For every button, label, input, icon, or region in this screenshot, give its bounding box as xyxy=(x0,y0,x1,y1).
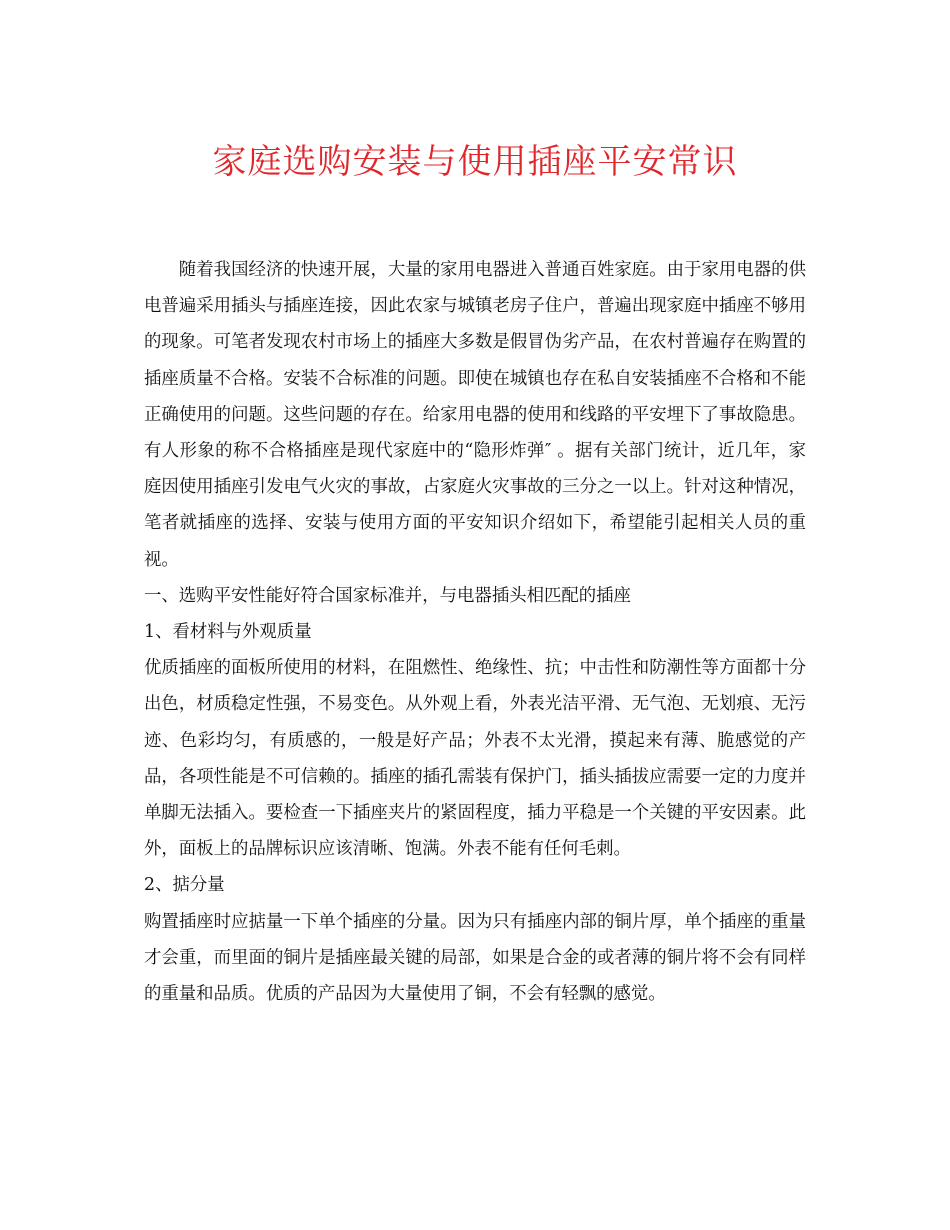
intro-paragraph: 随着我国经济的快速开展，大量的家用电器进入普通百姓家庭。由于家用电器的供电普遍采用插头与插座连接，因此农家与城镇老房子住户，普遍出现家庭中插座不够用的现象。可笔者发现农村市场上的插座大多数是假冒伪劣产品，在农村普遍存在购置的插座质量不合格。安装不合标准的问题。即使在城镇也存在私自安装插座不合格和不能正确使用的问题。这些问题的存在。给家用电器的使用和线路的平安埋下了事故隐患。有人形象的称不合格插座是现代家庭中的“隐形炸弹″ 。据有关部门统计，近几年，家庭因使用插座引发电气火灾的事故，占家庭火灾事故的三分之一以上。针对这种情况，笔者就插座的选择、安装与使用方面的平安知识介绍如下，希望能引起相关人员的重视。 xyxy=(144,260,806,570)
section-1-heading: 一、选购平安性能好符合国家标准并，与电器插头相匹配的插座 xyxy=(144,585,631,606)
subsection-1-heading: 1、看材料与外观质量 xyxy=(144,622,312,643)
document-title: 家庭选购安装与使用插座平安常识 xyxy=(212,142,738,182)
subsection-2-paragraph: 购置插座时应掂量一下单个插座的分量。因为只有插座内部的铜片厚，单个插座的重量才会重，而里面的铜片是插座最关键的局部，如果是合金的或者薄的铜片将不会有同样的重量和品质。优质的产品因为大量使用了铜，不会有轻飘的感觉。 xyxy=(144,911,806,1005)
subsection-1-paragraph: 优质插座的面板所使用的材料，在阻燃性、绝缘性、抗；中击性和防潮性等方面都十分出色，材质稳定性强，不易变色。从外观上看，外表光洁平滑、无气泡、无划痕、无污迹、色彩均匀，有质感的，一般是好产品；外表不太光滑，摸起来有薄、脆感觉的产品，各项性能是不可信赖的。插座的插孔需装有保护门，插头插拔应需要一定的力度并单脚无法插入。要检查一下插座夹片的紧固程度，插力平稳是一个关键的平安因素。此外，面板上的品牌标识应该清晰、饱满。外表不能有任何毛刺。 xyxy=(144,658,806,860)
document-body xyxy=(144,252,806,1012)
subsection-2-heading: 2、掂分量 xyxy=(144,875,225,896)
